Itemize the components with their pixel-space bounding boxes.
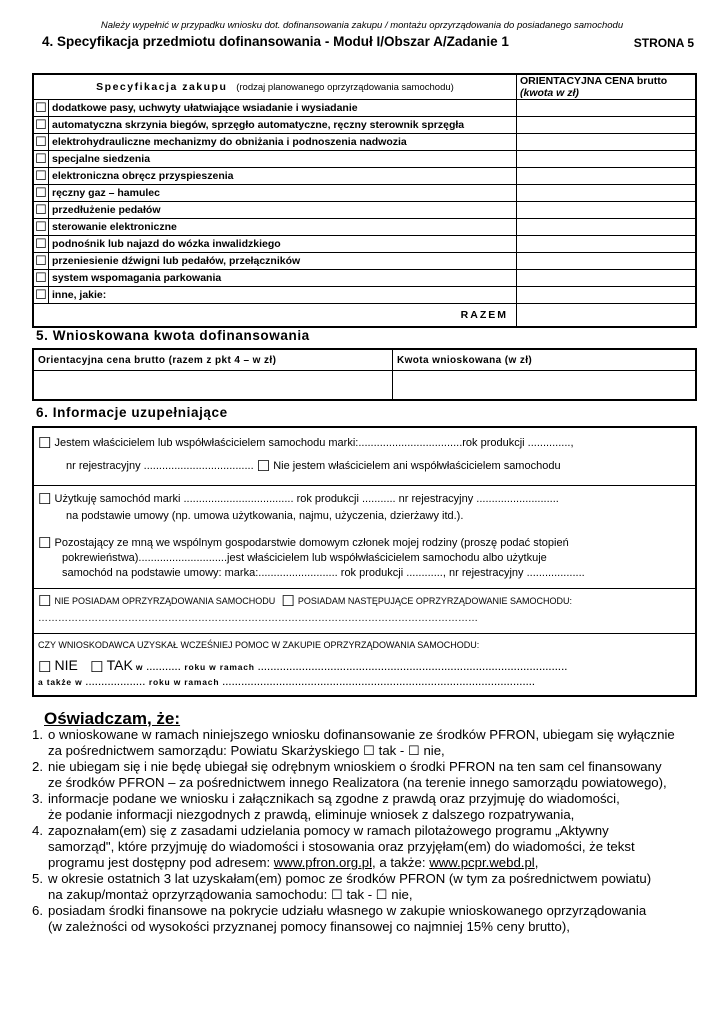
spec-item-label: elektrohydrauliczne mechanizmy do obniżania i podnoszenia nadwozia (49, 134, 517, 151)
user-block (38, 492, 691, 524)
declaration-line: posiadam środki finansowe na pokrycie udziału własnego w zakupie wnioskowanego oprzyrządowania (48, 903, 647, 918)
prior-yes-label: TAK (106, 658, 133, 673)
declaration-line: na zakup/montaż oprzyrządowania samochodu: ☐ tak - ☐ nie, (48, 887, 413, 902)
equipment-dots[interactable]: …………………………………………………………………………………………………………………… (38, 613, 478, 624)
spec-item-label: podnośnik lub najazd do wózka inwalidzkiego (49, 236, 517, 253)
purchase-spec-table (32, 73, 697, 328)
declaration-item (32, 903, 692, 935)
declaration-item (32, 759, 692, 791)
not-owner-checkbox[interactable]: ☐ (256, 458, 271, 475)
price-header-unit: (kwota w zł) (520, 87, 579, 99)
spec-row (33, 185, 696, 202)
total-label: RAZEM (33, 304, 517, 328)
prior-line1-tail: w ........... roku w ramach .................................................................................................. (135, 662, 568, 672)
has-equipment-checkbox[interactable]: ☐ (281, 593, 295, 610)
prior-help-question: CZY WNIOSKODAWCA UZYSKAŁ WCZEŚNIEJ POMOC W ZAKUPIE OPRZYRZĄDOWANIA SAMOCHODU: (38, 640, 480, 650)
spec-row (33, 117, 696, 134)
price-header (517, 74, 697, 100)
spec-item-label: sterowanie elektroniczne (49, 219, 517, 236)
spec-row (33, 151, 696, 168)
spec-item-label: ręczny gaz – hamulec (49, 185, 517, 202)
section5-title: 5. Wnioskowana kwota dofinansowania (36, 328, 310, 343)
household-block (38, 536, 691, 581)
declaration-number: 3. (32, 791, 43, 806)
owner-block (38, 436, 691, 474)
declaration-line: nie ubiegam się i nie będę ubiegał się odrębnym wnioskiem o środki PFRON na ten sam cel finansowany (48, 759, 662, 774)
user-line1: Użytkuję samochód marki .................................... rok produkcji ........... nr rejestracyjny ........................... (54, 493, 559, 505)
declaration-line: zapoznałam(em) się z zasadami udzielania pomocy w ramach pilotażowego programu „Aktywny (48, 823, 609, 838)
page-label: STRONA 5 (633, 36, 694, 50)
instruction-note: Należy wypełnić w przypadku wniosku dot. dofinansowania zakupu / montażu oprzyrządowania do posiadanego samochodu (100, 20, 624, 31)
spec-item-checkbox[interactable]: ☐ (33, 253, 49, 270)
spec-item-label: inne, jakie: (49, 287, 517, 304)
pfron-link[interactable]: www.pfron.org.pl (273, 855, 372, 870)
spec-item-checkbox[interactable]: ☐ (33, 219, 49, 236)
user-checkbox[interactable]: ☐ (38, 491, 52, 508)
spec-item-price-field[interactable] (517, 219, 697, 236)
declaration-line: samorząd", które przyjmuję do wiadomości i stosowania oraz przyjęłam(em) do wiadomości, że tekst (48, 839, 635, 854)
declaration-line: o wnioskowane w ramach niniejszego wniosku dofinansowanie ze środków PFRON, ubiegam się wyłącznie (48, 727, 675, 742)
declaration-line: że podanie informacji niezgodnych z prawdą, eliminuje wniosek z dalszego rozpatrywania, (48, 807, 575, 822)
declaration-line: w okresie ostatnich 3 lat uzyskałam(em) pomoc ze środków PFRON (w tym za pośrednictwem powiatu) (48, 871, 652, 886)
declaration-number: 6. (32, 903, 43, 918)
spec-item-price-field[interactable] (517, 168, 697, 185)
pcpr-link[interactable]: www.pcpr.webd.pl (429, 855, 535, 870)
owner-checkbox[interactable]: ☐ (38, 435, 52, 452)
declaration-number: 5. (32, 871, 43, 886)
spec-item-label: dodatkowe pasy, uchwyty ułatwiające wsiadanie i wysiadanie (49, 100, 517, 117)
amount-table (32, 348, 697, 401)
declaration-item (32, 791, 692, 823)
spec-item-checkbox[interactable]: ☐ (33, 134, 49, 151)
gross-price-field[interactable] (33, 371, 393, 401)
has-equipment-label: POSIADAM NASTĘPUJĄCE OPRZYRZĄDOWANIE SAMOCHODU: (297, 596, 573, 606)
spec-header-label: Specyfikacja zakupu (96, 81, 228, 93)
prior-help-block (38, 638, 691, 690)
declaration-number: 2. (32, 759, 43, 774)
section4-title: 4. Specyfikacja przedmiotu dofinansowania - Moduł I/Obszar A/Zadanie 1 (42, 34, 509, 49)
spec-row (33, 287, 696, 304)
spec-item-checkbox[interactable]: ☐ (33, 100, 49, 117)
spec-item-price-field[interactable] (517, 270, 697, 287)
spec-item-price-field[interactable] (517, 185, 697, 202)
prior-yes-checkbox[interactable]: ☐ (90, 659, 104, 675)
spec-item-label: elektroniczna obręcz przyspieszenia (49, 168, 517, 185)
spec-item-label: specjalne siedzenia (49, 151, 517, 168)
spec-item-price-field[interactable] (517, 117, 697, 134)
divider (34, 485, 695, 486)
owner-line2a: nr rejestracyjny .................................... (66, 460, 254, 472)
spec-row (33, 236, 696, 253)
user-line2: na podstawie umowy (np. umowa użytkowania, najmu, użyczenia, dzierżawy itd.). (66, 510, 464, 522)
declaration-line: informacje podane we wniosku i załącznikach są zgodne z prawdą oraz przyjmuję do wiadomości, (48, 791, 620, 806)
declaration-line: (w zależności od wysokości przyznanej pomocy finansowej co najmniej 15% ceny brutto), (48, 919, 570, 934)
equipment-block (38, 594, 691, 626)
spec-item-price-field[interactable] (517, 100, 697, 117)
spec-item-price-field[interactable] (517, 134, 697, 151)
total-price-field[interactable] (517, 304, 697, 328)
declaration-links-line (48, 855, 692, 871)
spec-item-checkbox[interactable]: ☐ (33, 270, 49, 287)
spec-item-price-field[interactable] (517, 253, 697, 270)
declarations-title: Oświadczam, że: (44, 709, 181, 728)
spec-rows (33, 100, 696, 304)
spec-item-checkbox[interactable]: ☐ (33, 151, 49, 168)
owner-line1: Jestem właścicielem lub współwłaścicielem samochodu marki:..................................rok produkcji .............., (54, 437, 574, 449)
no-equipment-checkbox[interactable]: ☐ (38, 593, 52, 610)
additional-info-box (32, 426, 697, 697)
declaration-number: 1. (32, 727, 43, 742)
spec-row (33, 134, 696, 151)
spec-row (33, 100, 696, 117)
spec-row (33, 270, 696, 287)
household-line3: samochód na podstawie umowy: marka:.......................... rok produkcji ............, nr rejestracyjny ................... (62, 567, 585, 579)
declaration-number: 4. (32, 823, 43, 838)
declaration-item (32, 823, 692, 871)
prior-no-checkbox[interactable]: ☐ (38, 659, 52, 675)
spec-header (33, 74, 517, 100)
spec-item-checkbox[interactable]: ☐ (33, 236, 49, 253)
link-suffix: , (534, 855, 539, 870)
requested-amount-header: Kwota wnioskowana (w zł) (393, 349, 697, 371)
prior-line2: a także w ................... roku w ramach ................................................................................................... (38, 677, 536, 687)
household-line1: Pozostający ze mną we wspólnym gospodarstwie domowym członek mojej rodziny (proszę podać stopień (54, 537, 569, 549)
household-line2: pokrewieństwa).............................jest właścicielem lub współwłaścicielem samochodu albo użytkuje (62, 552, 547, 564)
spec-item-checkbox[interactable]: ☐ (33, 287, 49, 304)
declaration-line: za pośrednictwem samorządu: Powiatu Skarżyskiego ☐ tak - ☐ nie, (48, 743, 445, 758)
spec-header-sub: (rodzaj planowanego oprzyrządowania samochodu) (236, 82, 454, 93)
spec-row (33, 219, 696, 236)
divider (34, 588, 695, 589)
spec-row (33, 168, 696, 185)
prior-no-label: NIE (54, 658, 78, 673)
spec-item-checkbox[interactable]: ☐ (33, 168, 49, 185)
link-mid: , a także: (372, 855, 430, 870)
spec-item-price-field[interactable] (517, 236, 697, 253)
spec-item-price-field[interactable] (517, 151, 697, 168)
link-prefix: programu jest dostępny pod adresem: (48, 855, 274, 870)
spec-row (33, 253, 696, 270)
spec-item-price-field[interactable] (517, 287, 697, 304)
spec-item-price-field[interactable] (517, 202, 697, 219)
price-header-label: ORIENTACYJNA CENA brutto (520, 75, 668, 87)
section6-title: 6. Informacje uzupełniające (36, 405, 228, 420)
owner-line2b: Nie jestem właścicielem ani współwłaścicielem samochodu (273, 460, 561, 472)
spec-item-label: system wspomagania parkowania (49, 270, 517, 287)
declarations-list (32, 727, 692, 935)
gross-price-header: Orientacyjna cena brutto (razem z pkt 4 – w zł) (33, 349, 393, 371)
spec-item-checkbox[interactable]: ☐ (33, 202, 49, 219)
no-equipment-label: NIE POSIADAM OPRZYRZĄDOWANIA SAMOCHODU (54, 596, 276, 606)
requested-amount-field[interactable] (393, 371, 697, 401)
declaration-line: ze środków PFRON – za pośrednictwem innego Realizatora (na terenie innego samorządu powiatowego), (48, 775, 667, 790)
spec-row (33, 202, 696, 219)
spec-item-checkbox[interactable]: ☐ (33, 185, 49, 202)
spec-item-label: automatyczna skrzynia biegów, sprzęgło automatyczne, ręczny sterownik sprzęgła (49, 117, 517, 134)
spec-item-label: przedłużenie pedałów (49, 202, 517, 219)
declaration-item (32, 871, 692, 903)
spec-item-label: przeniesienie dźwigni lub pedałów, przełączników (49, 253, 517, 270)
declaration-item (32, 727, 692, 759)
household-checkbox[interactable]: ☐ (38, 535, 52, 552)
divider (34, 633, 695, 634)
spec-item-checkbox[interactable]: ☐ (33, 117, 49, 134)
